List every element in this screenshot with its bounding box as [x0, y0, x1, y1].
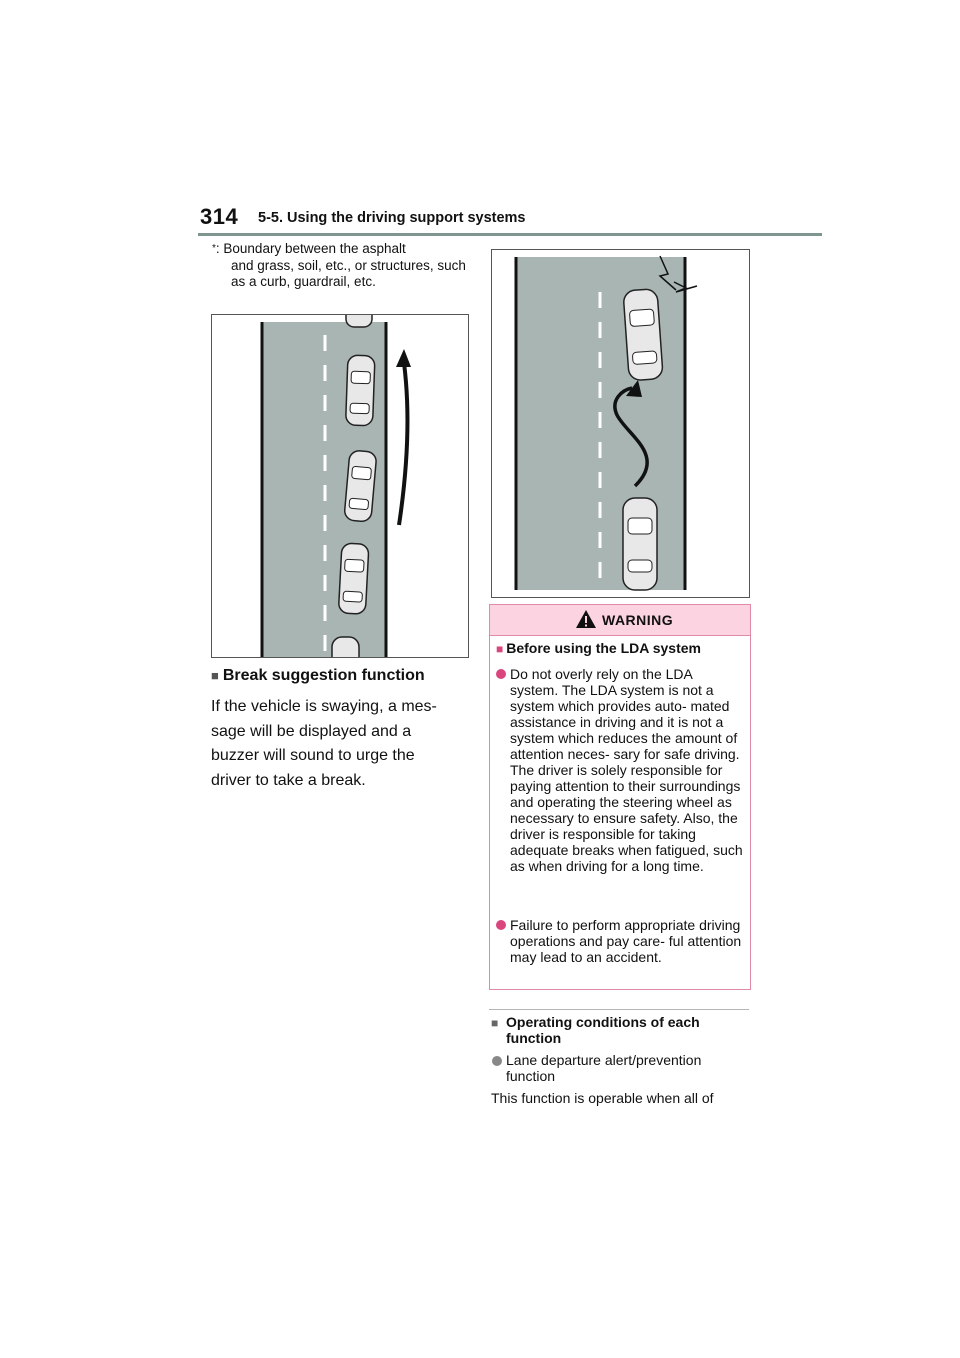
car-icon — [338, 543, 369, 614]
car-icon — [332, 637, 359, 657]
road-lane-following-illustration — [211, 314, 469, 658]
break-body-line: If the vehicle is swaying, a mes- — [211, 698, 437, 715]
break-body-line: sage will be displayed and a — [211, 722, 412, 740]
square-bullet-icon: ■ — [496, 642, 504, 656]
operating-conditions-body: This function is operable when all of — [491, 1090, 714, 1106]
operating-conditions-bullet — [489, 1052, 749, 1084]
round-bullet-icon — [492, 1056, 502, 1066]
warning-bullet — [496, 666, 744, 874]
warning-subheading — [496, 640, 701, 656]
header-rule — [198, 233, 822, 236]
swaying-vehicle-svg — [492, 250, 749, 597]
warning-title: WARNING — [602, 612, 674, 628]
operating-conditions-bullet-text: Lane departure alert/prevention function — [506, 1052, 702, 1084]
break-suggestion-heading-text: Break suggestion function — [222, 667, 425, 684]
round-bullet-icon — [496, 920, 506, 930]
warning-subheading-text: Before using the LDA system — [506, 640, 701, 656]
square-bullet-icon: ■ — [211, 668, 219, 683]
operating-conditions-heading-text: Operating conditions of each function — [506, 1014, 700, 1046]
square-bullet-icon: ■ — [491, 1016, 499, 1030]
car-icon — [623, 498, 657, 590]
footnote-continuation: and grass, soil, etc., or structures, such as a curb, guardrail, etc. — [231, 257, 466, 289]
section-divider — [489, 1009, 749, 1010]
page-number: 314 — [200, 204, 239, 229]
warning-bullet-text: Failure to perform appropriate driving operations and pay care- ful attention may lead to an accident. — [510, 917, 742, 965]
road-swaying-vehicle-illustration — [491, 249, 750, 598]
footnote-lead: : Boundary between the asphalt — [215, 241, 406, 256]
car-icon — [346, 355, 375, 426]
car-icon — [344, 450, 377, 522]
warning-box — [489, 604, 751, 990]
warning-triangle-icon — [575, 609, 597, 629]
break-body-line: driver to take a break. — [211, 771, 366, 789]
warning-bullet-text: Do not overly rely on the LDA system. The LDA system is not a system which provides auto- mated assistance in driving and it is not a system which reduces the amount of attention neces- sary for safe driving. The driver is solely responsible for paying attention to their surroundings and operating the steering wheel as necessary to ensure safety. Also, the driver is responsible for taking adequate breaks when fatigued, such as when driving for a long time. — [510, 666, 743, 874]
round-bullet-icon — [496, 669, 506, 679]
warning-header — [490, 605, 750, 636]
direction-arrow-line — [399, 363, 407, 525]
car-icon — [623, 289, 663, 381]
warning-bullet — [496, 917, 744, 965]
break-body-line: buzzer will sound to urge the — [211, 747, 415, 764]
car-icon — [346, 315, 372, 327]
section-title: 5-5. Using the driving support systems — [258, 210, 526, 226]
operating-conditions-heading — [489, 1014, 749, 1046]
break-suggestion-body — [211, 695, 467, 793]
arrow-head-icon — [396, 349, 411, 367]
footnote — [212, 241, 472, 291]
break-suggestion-heading — [211, 667, 425, 685]
footnote-mark: * — [212, 243, 216, 254]
lane-following-svg — [212, 315, 468, 657]
